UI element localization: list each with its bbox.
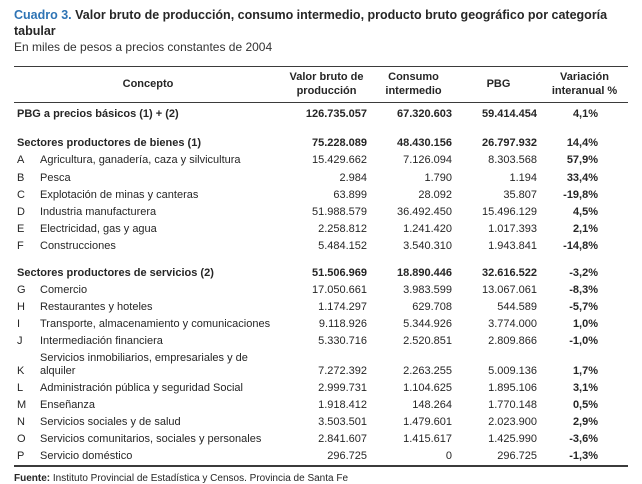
cell-variacion: 2,9% xyxy=(572,415,599,428)
cell-consumo-intermedio: 0 xyxy=(445,450,453,463)
cell-valor-bruto: 3.503.501 xyxy=(318,415,368,428)
cell-variacion: 0,5% xyxy=(572,398,599,411)
table-row xyxy=(14,448,628,466)
cell-variacion: -14,8% xyxy=(563,239,599,252)
cell-pbg: 5.009.136 xyxy=(488,364,538,377)
cell-variacion: -8,3% xyxy=(569,284,599,297)
row-concepto: Transporte, almacenamiento y comunicaciones xyxy=(40,318,271,331)
cell-valor-bruto: 126.735.057 xyxy=(305,107,368,120)
cell-pbg: 26.797.932 xyxy=(481,137,538,150)
table-row xyxy=(14,264,628,281)
cell-pbg: 544.589 xyxy=(497,301,538,314)
cell-consumo-intermedio: 2.263.255 xyxy=(403,364,453,377)
cell-consumo-intermedio: 1.104.625 xyxy=(403,381,453,394)
cell-consumo-intermedio: 18.890.446 xyxy=(396,266,453,279)
cell-consumo-intermedio: 1.790 xyxy=(424,171,453,184)
table-row xyxy=(14,135,628,152)
row-letter: P xyxy=(17,450,25,463)
row-letter: F xyxy=(17,239,24,252)
cell-consumo-intermedio: 3.540.310 xyxy=(403,239,453,252)
row-letter: O xyxy=(17,432,26,445)
cell-variacion: 2,1% xyxy=(572,222,599,235)
cell-variacion: 1,7% xyxy=(572,364,599,377)
cell-valor-bruto: 7.272.392 xyxy=(318,364,368,377)
source-label: Fuente: xyxy=(14,472,51,484)
row-letter: K xyxy=(17,364,25,377)
cell-consumo-intermedio: 67.320.603 xyxy=(396,107,453,120)
spacer-cell xyxy=(14,125,628,135)
table-number-label: Cuadro 3. xyxy=(14,8,72,22)
table-row xyxy=(14,186,628,203)
row-concepto: Construcciones xyxy=(40,239,116,252)
spacer-row xyxy=(14,254,628,264)
spacer-row xyxy=(14,125,628,135)
table-row xyxy=(14,379,628,396)
row-concepto: Enseñanza xyxy=(40,398,96,411)
row-concepto: Restaurantes y hoteles xyxy=(40,301,153,314)
cell-variacion: 4,5% xyxy=(572,205,599,218)
cell-valor-bruto: 9.118.926 xyxy=(318,318,368,331)
row-concepto: Agricultura, ganadería, caza y silvicultura xyxy=(40,154,241,167)
cell-pbg: 1.770.148 xyxy=(488,398,538,411)
cell-valor-bruto: 296.725 xyxy=(327,450,368,463)
column-header-ci: Consumo intermedio xyxy=(385,71,442,97)
cell-consumo-intermedio: 7.126.094 xyxy=(403,154,453,167)
row-concepto: PBG a precios básicos (1) + (2) xyxy=(17,107,179,120)
cell-valor-bruto: 1.174.297 xyxy=(318,301,368,314)
row-concepto: Electricidad, gas y agua xyxy=(40,222,157,235)
row-concepto: Sectores productores de bienes (1) xyxy=(17,137,201,150)
title-block xyxy=(14,7,628,55)
cell-pbg: 32.616.522 xyxy=(481,266,538,279)
row-letter: B xyxy=(17,171,25,184)
table-row xyxy=(14,102,628,125)
row-concepto: Administración pública y seguridad Social xyxy=(40,381,243,394)
cell-pbg: 15.496.129 xyxy=(481,205,538,218)
table-row xyxy=(14,299,628,316)
cell-pbg: 1.425.990 xyxy=(488,432,538,445)
column-header-concepto: Concepto xyxy=(122,77,174,90)
row-letter: H xyxy=(17,301,25,314)
row-letter: D xyxy=(17,205,25,218)
table-row xyxy=(14,333,628,350)
cell-variacion: -5,7% xyxy=(569,301,599,314)
cell-pbg: 1.194 xyxy=(509,171,538,184)
row-concepto: Intermediación financiera xyxy=(40,335,163,348)
cell-consumo-intermedio: 36.492.450 xyxy=(396,205,453,218)
row-letter: J xyxy=(17,335,23,348)
row-letter: L xyxy=(17,381,24,394)
row-letter: G xyxy=(17,284,26,297)
cell-pbg: 8.303.568 xyxy=(488,154,538,167)
cell-variacion: -1,0% xyxy=(569,335,599,348)
page-title xyxy=(14,7,628,39)
cell-valor-bruto: 2.258.812 xyxy=(318,222,368,235)
row-letter: E xyxy=(17,222,25,235)
cell-pbg: 296.725 xyxy=(497,450,538,463)
row-concepto: Pesca xyxy=(40,171,71,184)
row-concepto: Sectores productores de servicios (2) xyxy=(17,266,214,279)
cell-variacion: 57,9% xyxy=(566,154,599,167)
table-row xyxy=(14,396,628,413)
cell-variacion: -3,6% xyxy=(569,432,599,445)
column-header-vbp: Valor bruto de producción xyxy=(289,71,364,97)
cell-consumo-intermedio: 1.415.617 xyxy=(403,432,453,445)
cell-pbg: 2.809.866 xyxy=(488,335,538,348)
table-row xyxy=(14,152,628,169)
cell-pbg: 1.017.393 xyxy=(488,222,538,235)
spacer-cell xyxy=(14,254,628,264)
table-row xyxy=(14,413,628,430)
cell-consumo-intermedio: 1.241.420 xyxy=(403,222,453,235)
table-header-row xyxy=(14,67,628,102)
cell-valor-bruto: 2.984 xyxy=(339,171,368,184)
row-concepto: Comercio xyxy=(40,284,88,297)
row-concepto: Servicios inmobiliarios, empresariales y de alquiler xyxy=(40,352,248,377)
cell-variacion: 1,0% xyxy=(572,318,599,331)
data-table xyxy=(14,66,628,466)
row-concepto: Servicio doméstico xyxy=(40,450,133,463)
cell-valor-bruto: 17.050.661 xyxy=(311,284,368,297)
page-title-text: Valor bruto de producción, consumo intermedio, producto bruto geográfico por categoría tabular xyxy=(14,8,608,38)
cell-valor-bruto: 15.429.662 xyxy=(311,154,368,167)
row-concepto: Servicios comunitarios, sociales y personales xyxy=(40,432,262,445)
cell-pbg: 3.774.000 xyxy=(488,318,538,331)
row-letter: C xyxy=(17,188,25,201)
row-concepto: Explotación de minas y canteras xyxy=(40,188,199,201)
cell-valor-bruto: 1.918.412 xyxy=(318,398,368,411)
cell-valor-bruto: 5.484.152 xyxy=(318,239,368,252)
cell-valor-bruto: 2.999.731 xyxy=(318,381,368,394)
cell-valor-bruto: 5.330.716 xyxy=(318,335,368,348)
table-row xyxy=(14,169,628,186)
cell-variacion: -19,8% xyxy=(563,188,599,201)
cell-pbg: 59.414.454 xyxy=(481,107,538,120)
cell-consumo-intermedio: 1.479.601 xyxy=(403,415,453,428)
cell-variacion: -3,2% xyxy=(569,266,599,279)
table-row xyxy=(14,203,628,220)
table-body xyxy=(14,102,628,465)
cell-pbg: 35.807 xyxy=(503,188,538,201)
cell-valor-bruto: 75.228.089 xyxy=(311,137,368,150)
cell-pbg: 1.943.841 xyxy=(488,239,538,252)
row-letter: A xyxy=(17,154,25,167)
table-row xyxy=(14,430,628,447)
table-row xyxy=(14,350,628,379)
column-header-pbg: PBG xyxy=(486,77,511,90)
cell-pbg: 1.895.106 xyxy=(488,381,538,394)
cell-valor-bruto: 63.899 xyxy=(333,188,368,201)
cell-valor-bruto: 51.988.579 xyxy=(311,205,368,218)
cell-consumo-intermedio: 3.983.599 xyxy=(403,284,453,297)
cell-variacion: 33,4% xyxy=(566,171,599,184)
cell-consumo-intermedio: 629.708 xyxy=(412,301,453,314)
row-letter: N xyxy=(17,415,25,428)
row-letter: I xyxy=(17,318,21,331)
row-letter: M xyxy=(17,398,27,411)
source-line xyxy=(14,473,628,484)
cell-consumo-intermedio: 148.264 xyxy=(412,398,453,411)
source-text: Instituto Provincial de Estadística y Censos. Provincia de Santa Fe xyxy=(50,472,349,484)
table-row xyxy=(14,316,628,333)
cell-variacion: -1,3% xyxy=(569,450,599,463)
table-row xyxy=(14,237,628,254)
cell-consumo-intermedio: 5.344.926 xyxy=(403,318,453,331)
cell-valor-bruto: 2.841.607 xyxy=(318,432,368,445)
table-row xyxy=(14,282,628,299)
cell-consumo-intermedio: 48.430.156 xyxy=(396,137,453,150)
table-header xyxy=(14,67,628,102)
cell-variacion: 3,1% xyxy=(572,381,599,394)
cell-valor-bruto: 51.506.969 xyxy=(311,266,368,279)
cell-variacion: 14,4% xyxy=(566,137,599,150)
table-row xyxy=(14,220,628,237)
cell-consumo-intermedio: 28.092 xyxy=(418,188,453,201)
cell-variacion: 4,1% xyxy=(572,107,599,120)
page-subtitle: En miles de pesos a precios constantes de 2004 xyxy=(14,40,273,54)
cell-pbg: 2.023.900 xyxy=(488,415,538,428)
column-header-var: Variación interanual % xyxy=(551,71,618,97)
row-concepto: Industria manufacturera xyxy=(40,205,157,218)
cell-pbg: 13.067.061 xyxy=(481,284,538,297)
cell-consumo-intermedio: 2.520.851 xyxy=(403,335,453,348)
row-concepto: Servicios sociales y de salud xyxy=(40,415,181,428)
